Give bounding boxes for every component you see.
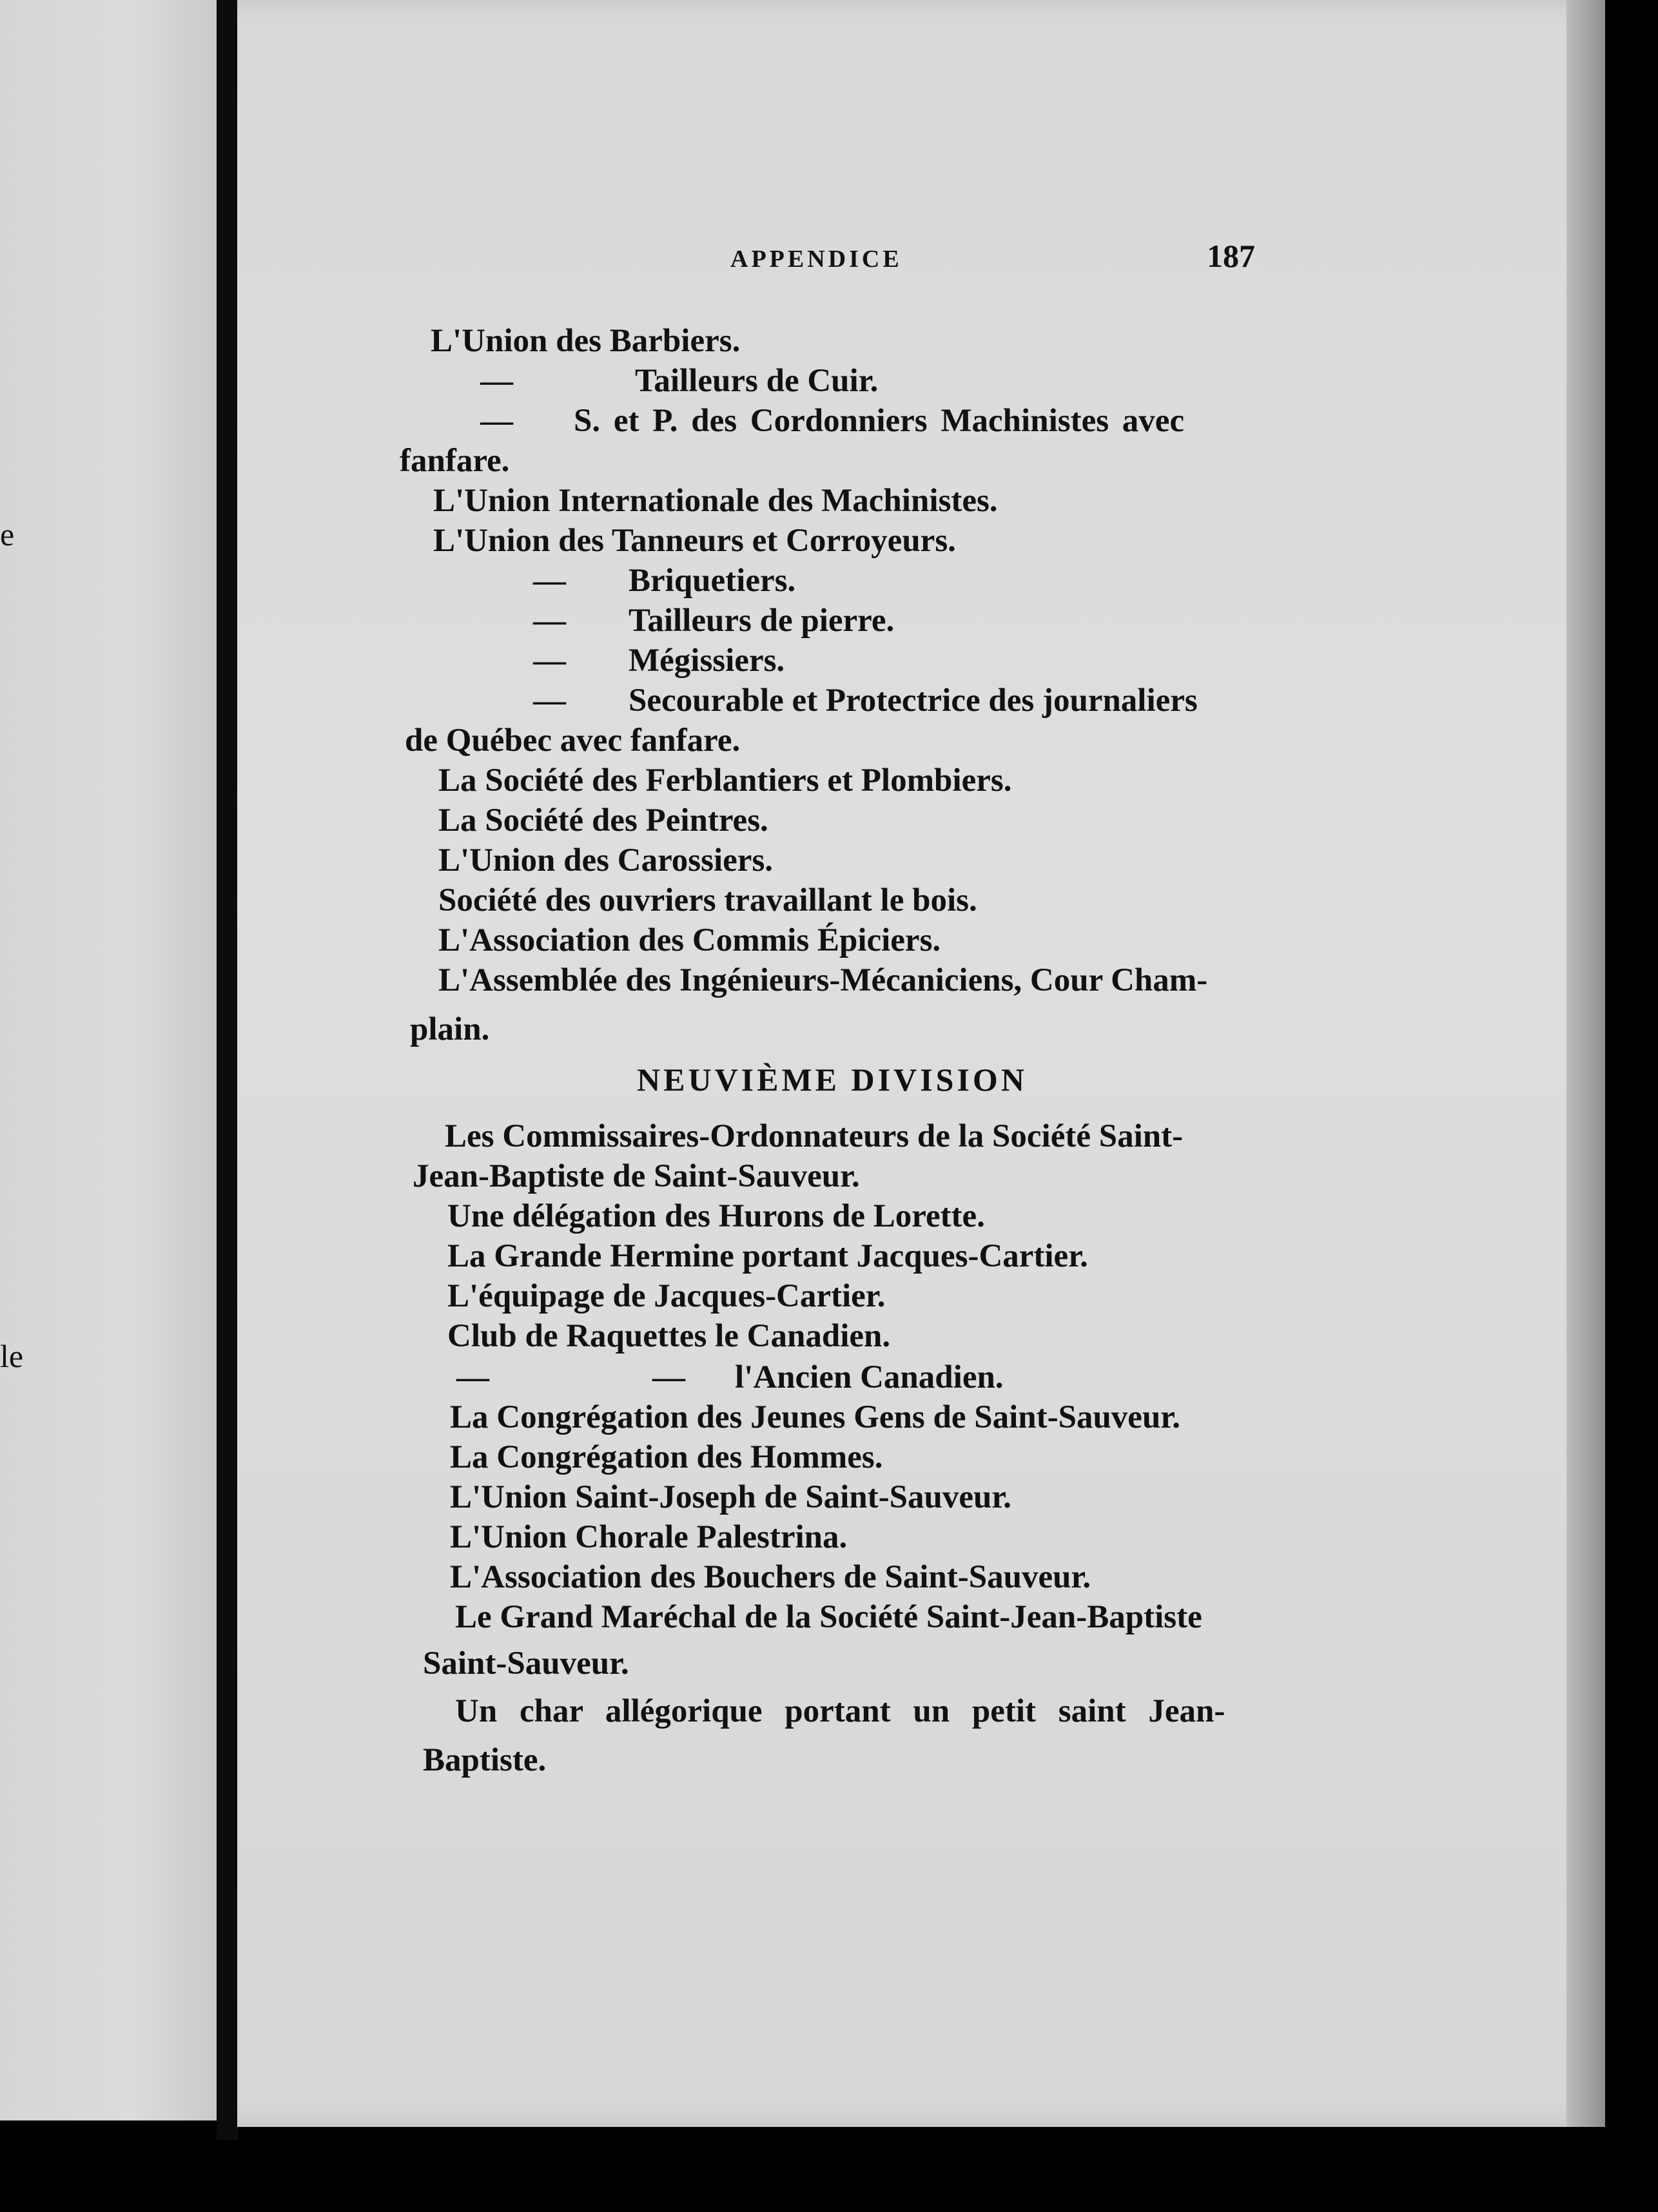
list-item: Le Grand Maréchal de la Société Saint-Jean-Baptiste (455, 1599, 1202, 1635)
list-item: Club de Raquettes le Canadien. (447, 1318, 891, 1354)
book-spine (217, 0, 239, 2140)
ditto-dash: — (533, 603, 566, 639)
left-page-fragment: e (0, 516, 15, 552)
list-item: Une délégation des Hurons de Lorette. (447, 1198, 985, 1234)
list-item: Tailleurs de pierre. (629, 603, 895, 639)
list-item: La Congrégation des Jeunes Gens de Saint-Sauveur. (450, 1399, 1181, 1435)
list-item-continuation: Jean-Baptiste de Saint-Sauveur. (413, 1158, 860, 1194)
left-page-fragment: le (0, 1338, 24, 1374)
list-item: La Congrégation des Hommes. (450, 1439, 883, 1475)
list-item: L'Union Internationale des Machinistes. (433, 483, 998, 519)
list-item-text: Un char allégorique portant un petit saint Jean- (455, 1693, 1225, 1729)
list-item: Société des ouvriers travaillant le bois. (438, 882, 977, 918)
ditto-dash: — (480, 363, 513, 399)
list-item: L'Union des Carossiers. (438, 842, 774, 878)
list-item-continuation: Baptiste. (423, 1742, 547, 1778)
ditto-dash: — (533, 563, 566, 599)
list-item: La Société des Ferblantiers et Plombiers. (438, 762, 1012, 799)
page-number: 187 (1207, 238, 1255, 274)
list-item: L'Union Saint-Joseph de Saint-Sauveur. (450, 1479, 1012, 1515)
list-item: L'Assemblée des Ingénieurs-Mécaniciens, Cour Cham- (438, 962, 1208, 998)
list-item-continuation: de Québec avec fanfare. (405, 723, 741, 759)
list-item-continuation: fanfare. (400, 443, 510, 479)
ditto-dash: — (456, 1359, 489, 1395)
list-item (574, 405, 1270, 438)
section-heading: NEUVIÈME DIVISION (637, 1062, 1028, 1098)
list-item-text: S. et P. des Cordonniers Machinistes avec (574, 403, 1185, 439)
list-item: Briquetiers. (629, 563, 796, 599)
running-head: APPENDICE (730, 246, 902, 273)
list-item-continuation: Saint-Sauveur. (423, 1645, 629, 1682)
list-item: Tailleurs de Cuir. (635, 363, 879, 399)
list-item: Mégissiers. (629, 643, 785, 679)
ditto-dash: — (533, 643, 566, 679)
list-item: L'équipage de Jacques-Cartier. (447, 1278, 886, 1314)
list-item: L'Union des Tanneurs et Corroyeurs. (433, 523, 956, 559)
list-item: L'Union Chorale Palestrina. (450, 1519, 848, 1555)
page-edge-shadow (1566, 0, 1605, 2127)
list-item: L'Association des Commis Épiciers. (438, 922, 941, 958)
list-item: L'Union des Barbiers. (431, 323, 741, 359)
list-item: La Société des Peintres. (438, 802, 768, 839)
list-item-continuation: plain. (410, 1011, 490, 1047)
list-item: Les Commissaires-Ordonnateurs de la Société Saint- (445, 1118, 1184, 1154)
list-item: l'Ancien Canadien. (735, 1359, 1004, 1395)
list-item (455, 1695, 1293, 1728)
ditto-dash: — (480, 403, 513, 439)
ditto-dash: — (533, 683, 566, 719)
list-item: La Grande Hermine portant Jacques-Cartier. (447, 1238, 1088, 1274)
ditto-dash: — (652, 1359, 685, 1395)
previous-page-strip (0, 0, 219, 2120)
list-item: Secourable et Protectrice des journaliers (629, 683, 1198, 719)
list-item: L'Association des Bouchers de Saint-Sauveur. (450, 1559, 1091, 1595)
